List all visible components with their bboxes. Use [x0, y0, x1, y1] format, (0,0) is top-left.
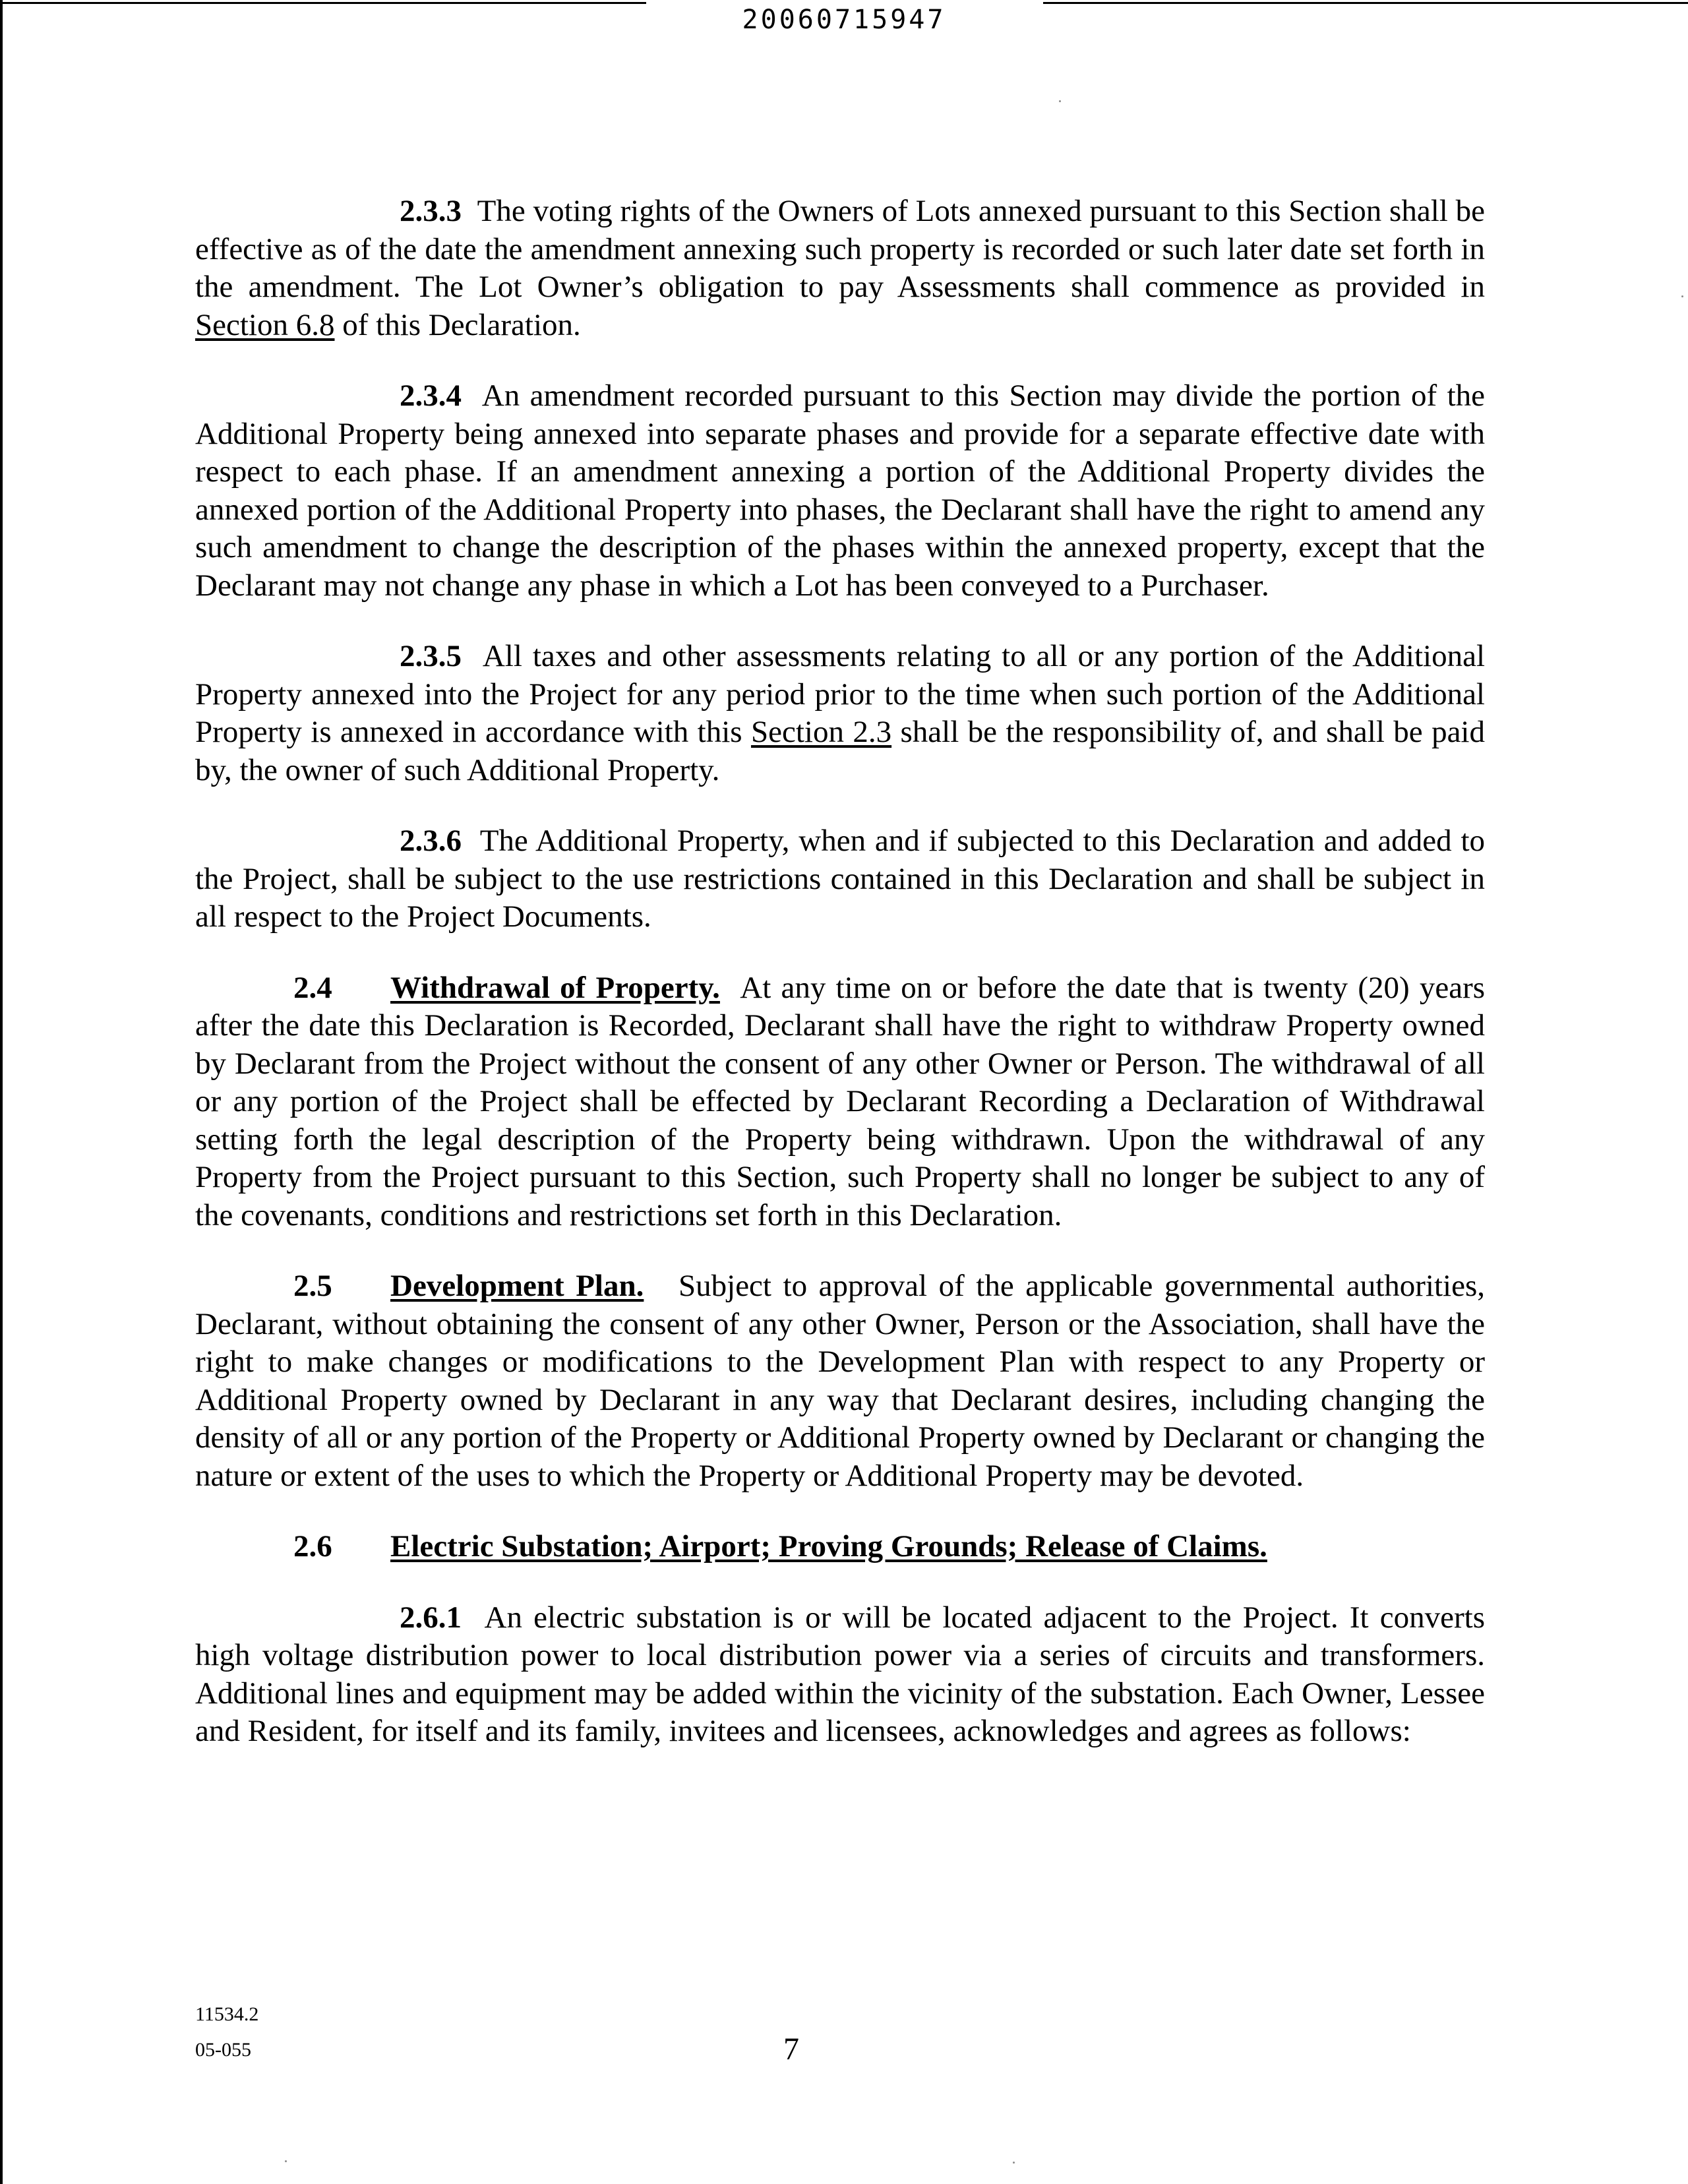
paragraph-2-3-5 [195, 638, 1485, 789]
paragraph-text: At any time on or before the date that is twenty (20) years after the date this Declaration is Recorded, Declarant shall have the right to withdraw Property owned by Declarant from the Project without the consent of any other Owner or Person. The withdrawal of all or any portion of the Project shall be effected by Declarant Recording a Declaration of Withdrawal setting forth the legal description of the Property being withdrawn. Upon the withdrawal of any Property from the Project pursuant to this Section, such Property shall no longer be subject to any of the covenants, conditions and restrictions set forth in this Declaration. [195, 970, 1486, 1232]
section-number: 2.6.1 [400, 1600, 462, 1635]
paragraph-2-6 [195, 1528, 1485, 1566]
section-number: 2.3.6 [400, 824, 462, 858]
paragraph-text: of this Declaration. [334, 307, 581, 342]
paragraph-2-6-1 [195, 1599, 1485, 1751]
paragraph-text: Subject to approval of the applicable governmental authorities, Declarant, without obtaining the consent of any other Owner, Person or the Association, shall have the right to make changes or modifications to the Development Plan with respect to any Property or Additional Property owned by Declarant in any way that Declarant desires, including changing the density of all or any portion of the Property or Additional Property owned by Declarant or changing the nature or extent of the uses to which the Property or Additional Property may be devoted. [195, 1269, 1485, 1493]
paragraph-2-4 [195, 969, 1485, 1235]
section-number: 2.3.4 [400, 379, 462, 413]
paragraph-text: An electric substation is or will be located adjacent to the Project. It converts high voltage distribution power to local distribution power via a series of circuits and transformers. Additional lines and equipment may be added within the vicinity of the substation. Each Owner, Lessee and Resident, for itself and its family, invitees and licensees, acknowledges and agrees as follows: [195, 1600, 1486, 1748]
section-number: 2.5 [293, 1269, 332, 1303]
paragraph-text: shall be the responsibility of, and shall be paid by, the owner of such Additional Property. [195, 715, 1485, 787]
scan-speck [285, 2160, 287, 2162]
footer-document-id: 11534.2 [195, 2003, 259, 2025]
paragraph-text: All taxes and other assessments relating to all or any portion of the Additional Property annexed into the Project for any period prior to the time when such portion of the Additional Property is annexed in accordance with this [195, 639, 1485, 749]
paragraph-2-3-3 [195, 193, 1485, 344]
scan-speck [1059, 100, 1061, 102]
section-number: 2.4 [293, 970, 332, 1005]
section-heading: Development Plan. [390, 1269, 644, 1303]
scan-left-edge [0, 0, 3, 2184]
page-number: 7 [783, 2032, 799, 2067]
section-heading: Electric Substation; Airport; Proving Grounds; Release of Claims. [390, 1529, 1267, 1563]
section-reference: Section 6.8 [195, 307, 335, 342]
section-reference: Section 2.3 [750, 715, 892, 749]
paragraph-text: An amendment recorded pursuant to this Section may divide the portion of the Additional Property being annexed into separate phases and provide for a separate effective date with respect to each phase. If an amendment annexing a portion of the Additional Property divides the annexed portion of the Additional Property into phases, the Declarant shall have the right to amend any such amendment to change the description of the phases within the annexed property, except that the Declarant may not change any phase in which a Lot has been conveyed to a Purchaser. [195, 379, 1485, 603]
document-body [195, 193, 1485, 1784]
section-number: 2.3.3 [400, 194, 462, 228]
section-number: 2.3.5 [400, 639, 462, 673]
paragraph-text: The Additional Property, when and if subjected to this Declaration and added to the Project, shall be subject to the use restrictions contained in this Declaration and shall be subject in all respect to the Project Documents. [195, 824, 1486, 934]
section-number: 2.6 [293, 1529, 332, 1563]
paragraph-text: The voting rights of the Owners of Lots annexed pursuant to this Section shall be effective as of the date the amendment annexing such property is recorded or such later date set forth in the amendment. The Lot Owner’s obligation to pay Assessments shall commence as provided in [195, 194, 1486, 304]
paragraph-2-5 [195, 1267, 1485, 1495]
paragraph-2-3-6 [195, 822, 1485, 936]
section-heading: Withdrawal of Property. [390, 970, 720, 1005]
paragraph-2-3-4 [195, 377, 1485, 605]
scan-speck [1681, 295, 1683, 297]
recording-number-stamp: 20060715947 [742, 5, 946, 35]
scan-speck [1013, 2162, 1015, 2164]
footer-document-code: 05-055 [195, 2039, 251, 2061]
